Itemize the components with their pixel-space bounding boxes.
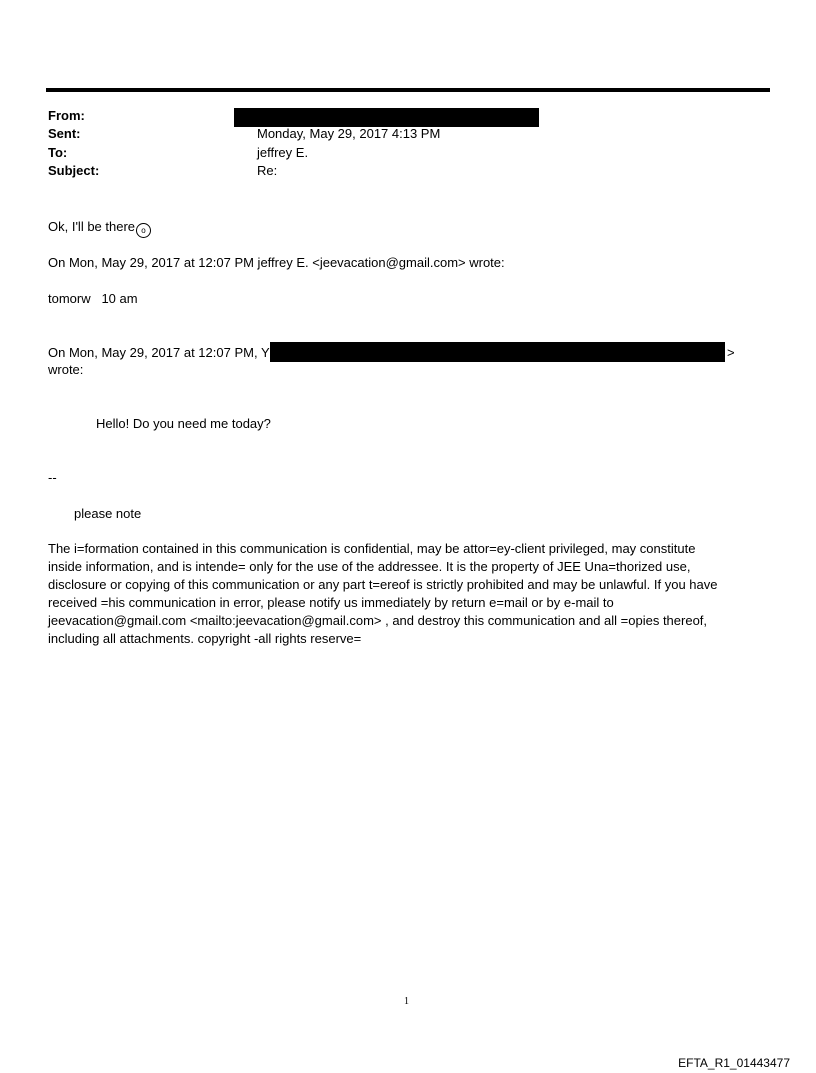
disclaimer-line: jeevacation@gmail.com <mailto:jeevacation@gmail.com> , and destroy this communication and all =opies thereof, [48, 613, 708, 628]
disclaimer-line: received =his communication in error, please notify us immediately by return e=mail or by e-mail to [48, 595, 614, 610]
disclaimer-line: disclosure or copying of this communication or any part t=ereof is strictly prohibited and may be unlawful. If you have [48, 577, 718, 592]
to-value: jeffrey E. [257, 145, 309, 160]
quote1-text: tomorw 10 am [48, 291, 138, 306]
from-redaction [234, 108, 539, 127]
to-label: To: [48, 145, 68, 160]
disclaimer-paragraph [48, 540, 768, 648]
page-number: 1 [404, 996, 409, 1007]
from-label: From: [48, 108, 85, 123]
subject-value: Re: [257, 163, 278, 178]
please-note: please note [74, 506, 142, 521]
disclaimer-line: including all attachments. copyright -all rights reserve= [48, 631, 362, 646]
quote2-attribution-end: > [727, 345, 735, 360]
disclaimer-line: The i=formation contained in this communication is confidential, may be attor=ey-client privileged, may constitute [48, 541, 696, 556]
header-rule [46, 88, 770, 92]
reply-line [48, 218, 151, 238]
quote1-attribution: On Mon, May 29, 2017 at 12:07 PM jeffrey E. <jeevacation@gmail.com> wrote: [48, 255, 505, 270]
quote2-attribution-start: On Mon, May 29, 2017 at 12:07 PM, Y [48, 345, 270, 360]
quote2-wrote: wrote: [48, 362, 84, 377]
signature-separator: -- [48, 470, 57, 485]
bates-number: EFTA_R1_01443477 [678, 1056, 790, 1070]
email-redaction [270, 342, 725, 362]
subject-label: Subject: [48, 163, 100, 178]
sent-value: Monday, May 29, 2017 4:13 PM [257, 126, 441, 141]
surprised-face-icon: o [136, 223, 151, 238]
quote2-text: Hello! Do you need me today? [96, 416, 271, 431]
disclaimer-line: inside information, and is intende= only for the use of the addressee. It is the property of JEE Una=thorized use, [48, 559, 691, 574]
sent-label: Sent: [48, 126, 81, 141]
reply-text: Ok, I'll be there [48, 219, 136, 234]
